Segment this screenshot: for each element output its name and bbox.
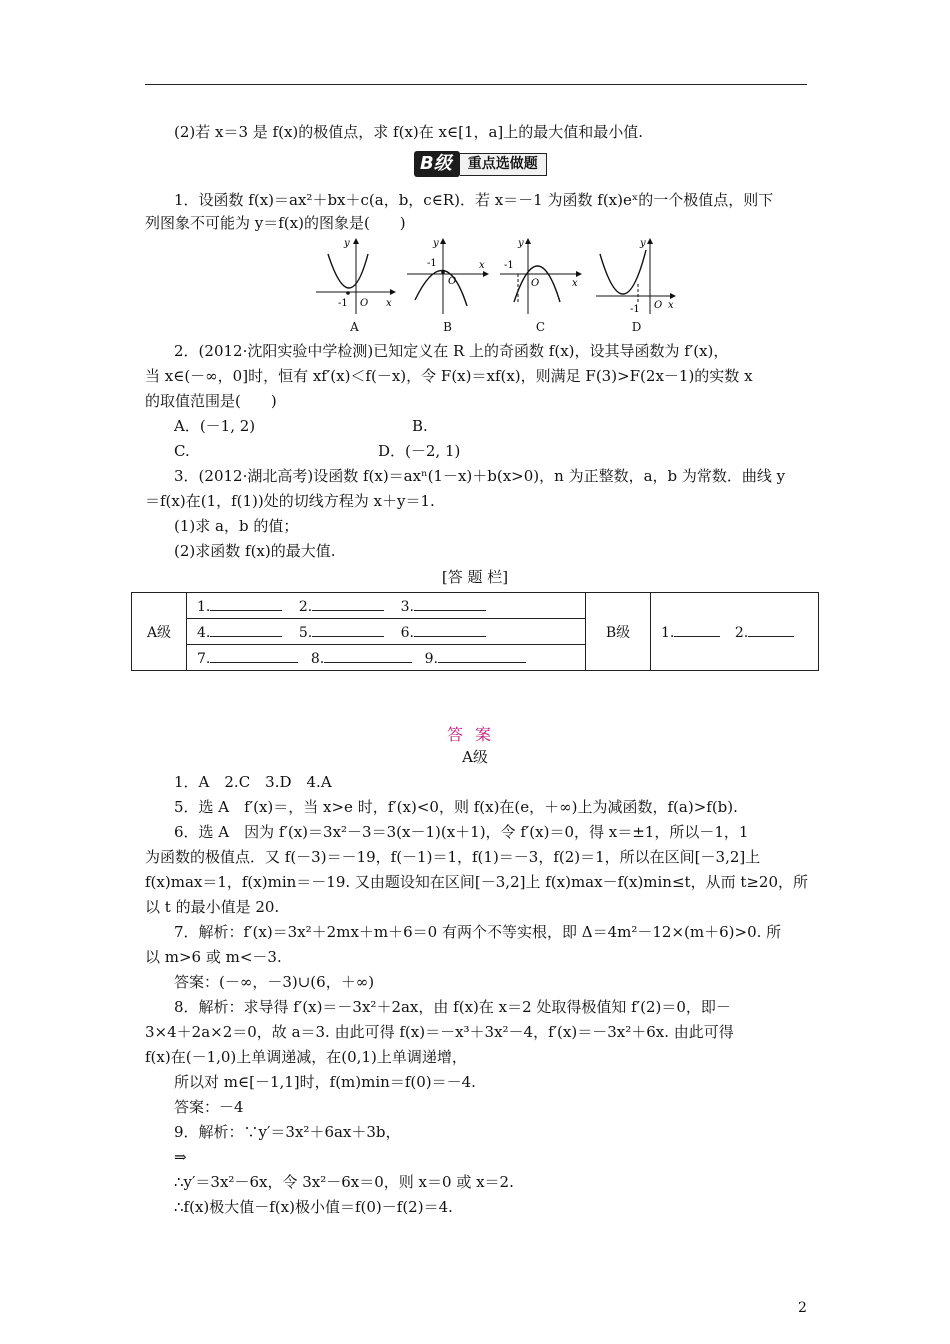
graph-b-minus1: -1 (427, 258, 437, 269)
graph-a-label: A (350, 320, 359, 334)
graph-c-y: y (518, 238, 524, 249)
answer-row-3: 7. 8. 9. (187, 645, 586, 671)
graph-b-y: y (433, 238, 439, 249)
answer-line-10: 8．解析：求导得 f′(x)＝－3x²＋2ax，由 f(x)在 x＝2 处取得极值知 f′(2)＝0，即－ (174, 998, 731, 1016)
b-q2-option-d: D．(－2, 1) (378, 442, 461, 460)
answer-line-4: 为函数的极值点．又 f(－3)＝－19，f(－1)＝1，f(1)＝－3，f(2)＝1，所以在区间[－3,2]上 (145, 848, 761, 866)
graph-a (312, 236, 397, 334)
answer-line-6: 以 t 的最小值是 20. (145, 898, 280, 916)
answer-line-8: 以 m>6 或 m<－3. (145, 948, 282, 966)
answer-blank-a4[interactable] (210, 622, 282, 637)
graph-a-origin: O (360, 298, 369, 309)
answer-bar-title: [答 题 栏] (441, 568, 509, 586)
b-q2-option-b: B. (412, 417, 428, 435)
graph-c-label: C (535, 320, 546, 334)
answer-blank-a6[interactable] (414, 622, 486, 637)
answer-line-3: 6．选 A 因为 f′(x)＝3x²－3＝3(x－1)(x＋1)，令 f′(x)＝0，得 x＝±1，所以－1，1 (174, 823, 749, 841)
answer-blank-b2[interactable] (748, 622, 794, 637)
answer-line-16: ⇒ (174, 1148, 187, 1166)
b-q2-line2: 当 x∈(－∞，0]时，恒有 xf′(x)＜f(－x)，令 F(x)＝xf(x)，则满足 F(3)>F(2x－1)的实数 x (145, 367, 753, 385)
answers-subtitle: A级 (462, 748, 488, 766)
b-q2-line3: 的取值范围是( ) (145, 392, 277, 410)
answer-blank-a3[interactable] (414, 596, 486, 611)
graph-a-minus1: -1 (338, 298, 348, 309)
b-q1-graph-options (310, 236, 690, 334)
b-q3-sub2: (2)求函数 f(x)的最大值. (174, 542, 336, 560)
answer-blank-a5[interactable] (312, 622, 384, 637)
answer-line-18: ∴f(x)极大值－f(x)极小值＝f(0)－f(2)＝4. (174, 1198, 453, 1216)
answer-line-9: 答案：(－∞，－3)∪(6，＋∞) (174, 973, 375, 991)
header-rule (145, 84, 807, 85)
answer-blank-b1[interactable] (674, 622, 720, 637)
section-b-badge (414, 151, 547, 177)
graph-b-plot (405, 236, 490, 316)
answer-bar-a-label: A级 (132, 593, 187, 671)
graph-b-label: B (443, 320, 452, 334)
answer-row-1: 1. 2. 3. (187, 593, 586, 619)
answer-line-12: f(x)在(－1,0)上单调递减，在(0,1)上单调递增， (145, 1048, 467, 1066)
answer-blank-a8[interactable] (324, 648, 412, 663)
graph-a-plot (312, 236, 397, 316)
answer-blank-a1[interactable] (210, 596, 282, 611)
answer-line-13: 所以对 m∈[－1,1]时，f(m)min＝f(0)＝－4. (174, 1073, 476, 1091)
graph-b-x: x (479, 260, 485, 271)
answer-line-17: ∴y′＝3x²－6x，令 3x²－6x＝0，则 x＝0 或 x＝2. (174, 1173, 514, 1191)
answer-bar-b-label: B级 (586, 593, 651, 671)
answer-line-15: 9．解析：∵y′＝3x²＋6ax＋3b， (174, 1123, 401, 1141)
graph-d-plot (594, 236, 679, 316)
answer-blank-a2[interactable] (312, 596, 384, 611)
graph-d-minus1: -1 (630, 304, 640, 315)
graph-d-origin: O (654, 300, 663, 311)
graph-c-plot (498, 236, 583, 316)
graph-b (405, 236, 490, 334)
graph-d-label: D (631, 320, 642, 334)
b-q3-sub1: (1)求 a，b 的值； (174, 517, 299, 535)
b-q2-line1: 2．(2012·沈阳实验中学检测)已知定义在 R 上的奇函数 f(x)，设其导函数为 f′(x)， (174, 342, 729, 360)
answer-line-7: 7．解析：f′(x)＝3x²＋2mx＋m＋6＝0 有两个不等实根，即 Δ＝4m²－12×(m＋6)>0. 所 (174, 923, 782, 941)
b-q2-option-c: C. (174, 442, 190, 460)
answer-line-14: 答案：－4 (174, 1098, 244, 1116)
part-a-question-2: (2)若 x＝3 是 f(x)的极值点，求 f(x)在 x∈[1，a]上的最大值和最小值. (174, 123, 644, 141)
b-q2-option-a: A．(－1, 2) (174, 417, 256, 435)
answer-bar-table (131, 592, 819, 671)
graph-a-y: y (344, 238, 350, 249)
answer-line-5: f(x)max＝1，f(x)min＝－19. 又由题设知在区间[－3,2]上 f(x)max－f(x)min≤t，从而 t≥20，所 (145, 873, 809, 891)
graph-c (498, 236, 583, 334)
graph-d-x: x (668, 300, 674, 311)
b-q1-line2: 列图象不可能为 y＝f(x)的图象是( ) (145, 214, 406, 232)
answer-blank-a7[interactable] (210, 648, 298, 663)
section-b-label: B级 (414, 151, 460, 177)
graph-c-x: x (572, 278, 578, 289)
page-number: 2 (798, 1300, 807, 1316)
graph-d (594, 236, 679, 334)
answer-line-1: 1．A 2.C 3.D 4.A (174, 773, 332, 791)
answer-blank-a9[interactable] (438, 648, 526, 663)
answer-row-2: 4. 5. 6. (187, 619, 586, 645)
answers-title: 答案 (446, 725, 503, 744)
graph-b-origin: O (448, 276, 457, 287)
graph-a-x: x (386, 298, 392, 309)
graph-c-origin: O (531, 278, 540, 289)
section-b-title: 重点选做题 (460, 153, 547, 176)
graph-c-minus1: -1 (504, 260, 514, 271)
answer-line-11: 3×4＋2a×2＝0，故 a＝3. 由此可得 f(x)＝－x³＋3x²－4，f′(x)＝－3x²＋6x. 由此可得 (145, 1023, 734, 1041)
answer-line-2: 5．选 A f′(x)＝，当 x>e 时，f′(x)<0，则 f(x)在(e，＋∞)上为减函数，f(a)>f(b). (174, 798, 738, 816)
b-q3-line2: ＝f(x)在(1，f(1))处的切线方程为 x＋y＝1. (145, 492, 435, 510)
b-q1-line1: 1．设函数 f(x)＝ax²＋bx＋c(a，b，c∈R)．若 x＝－1 为函数 f(x)eˣ的一个极值点，则下 (174, 191, 774, 209)
graph-d-y: y (640, 238, 646, 249)
answer-row-b: 1. 2. (651, 593, 819, 671)
b-q3-line1: 3．(2012·湖北高考)设函数 f(x)＝axⁿ(1－x)＋b(x>0)，n 为正整数，a，b 为常数．曲线 y (174, 467, 786, 485)
